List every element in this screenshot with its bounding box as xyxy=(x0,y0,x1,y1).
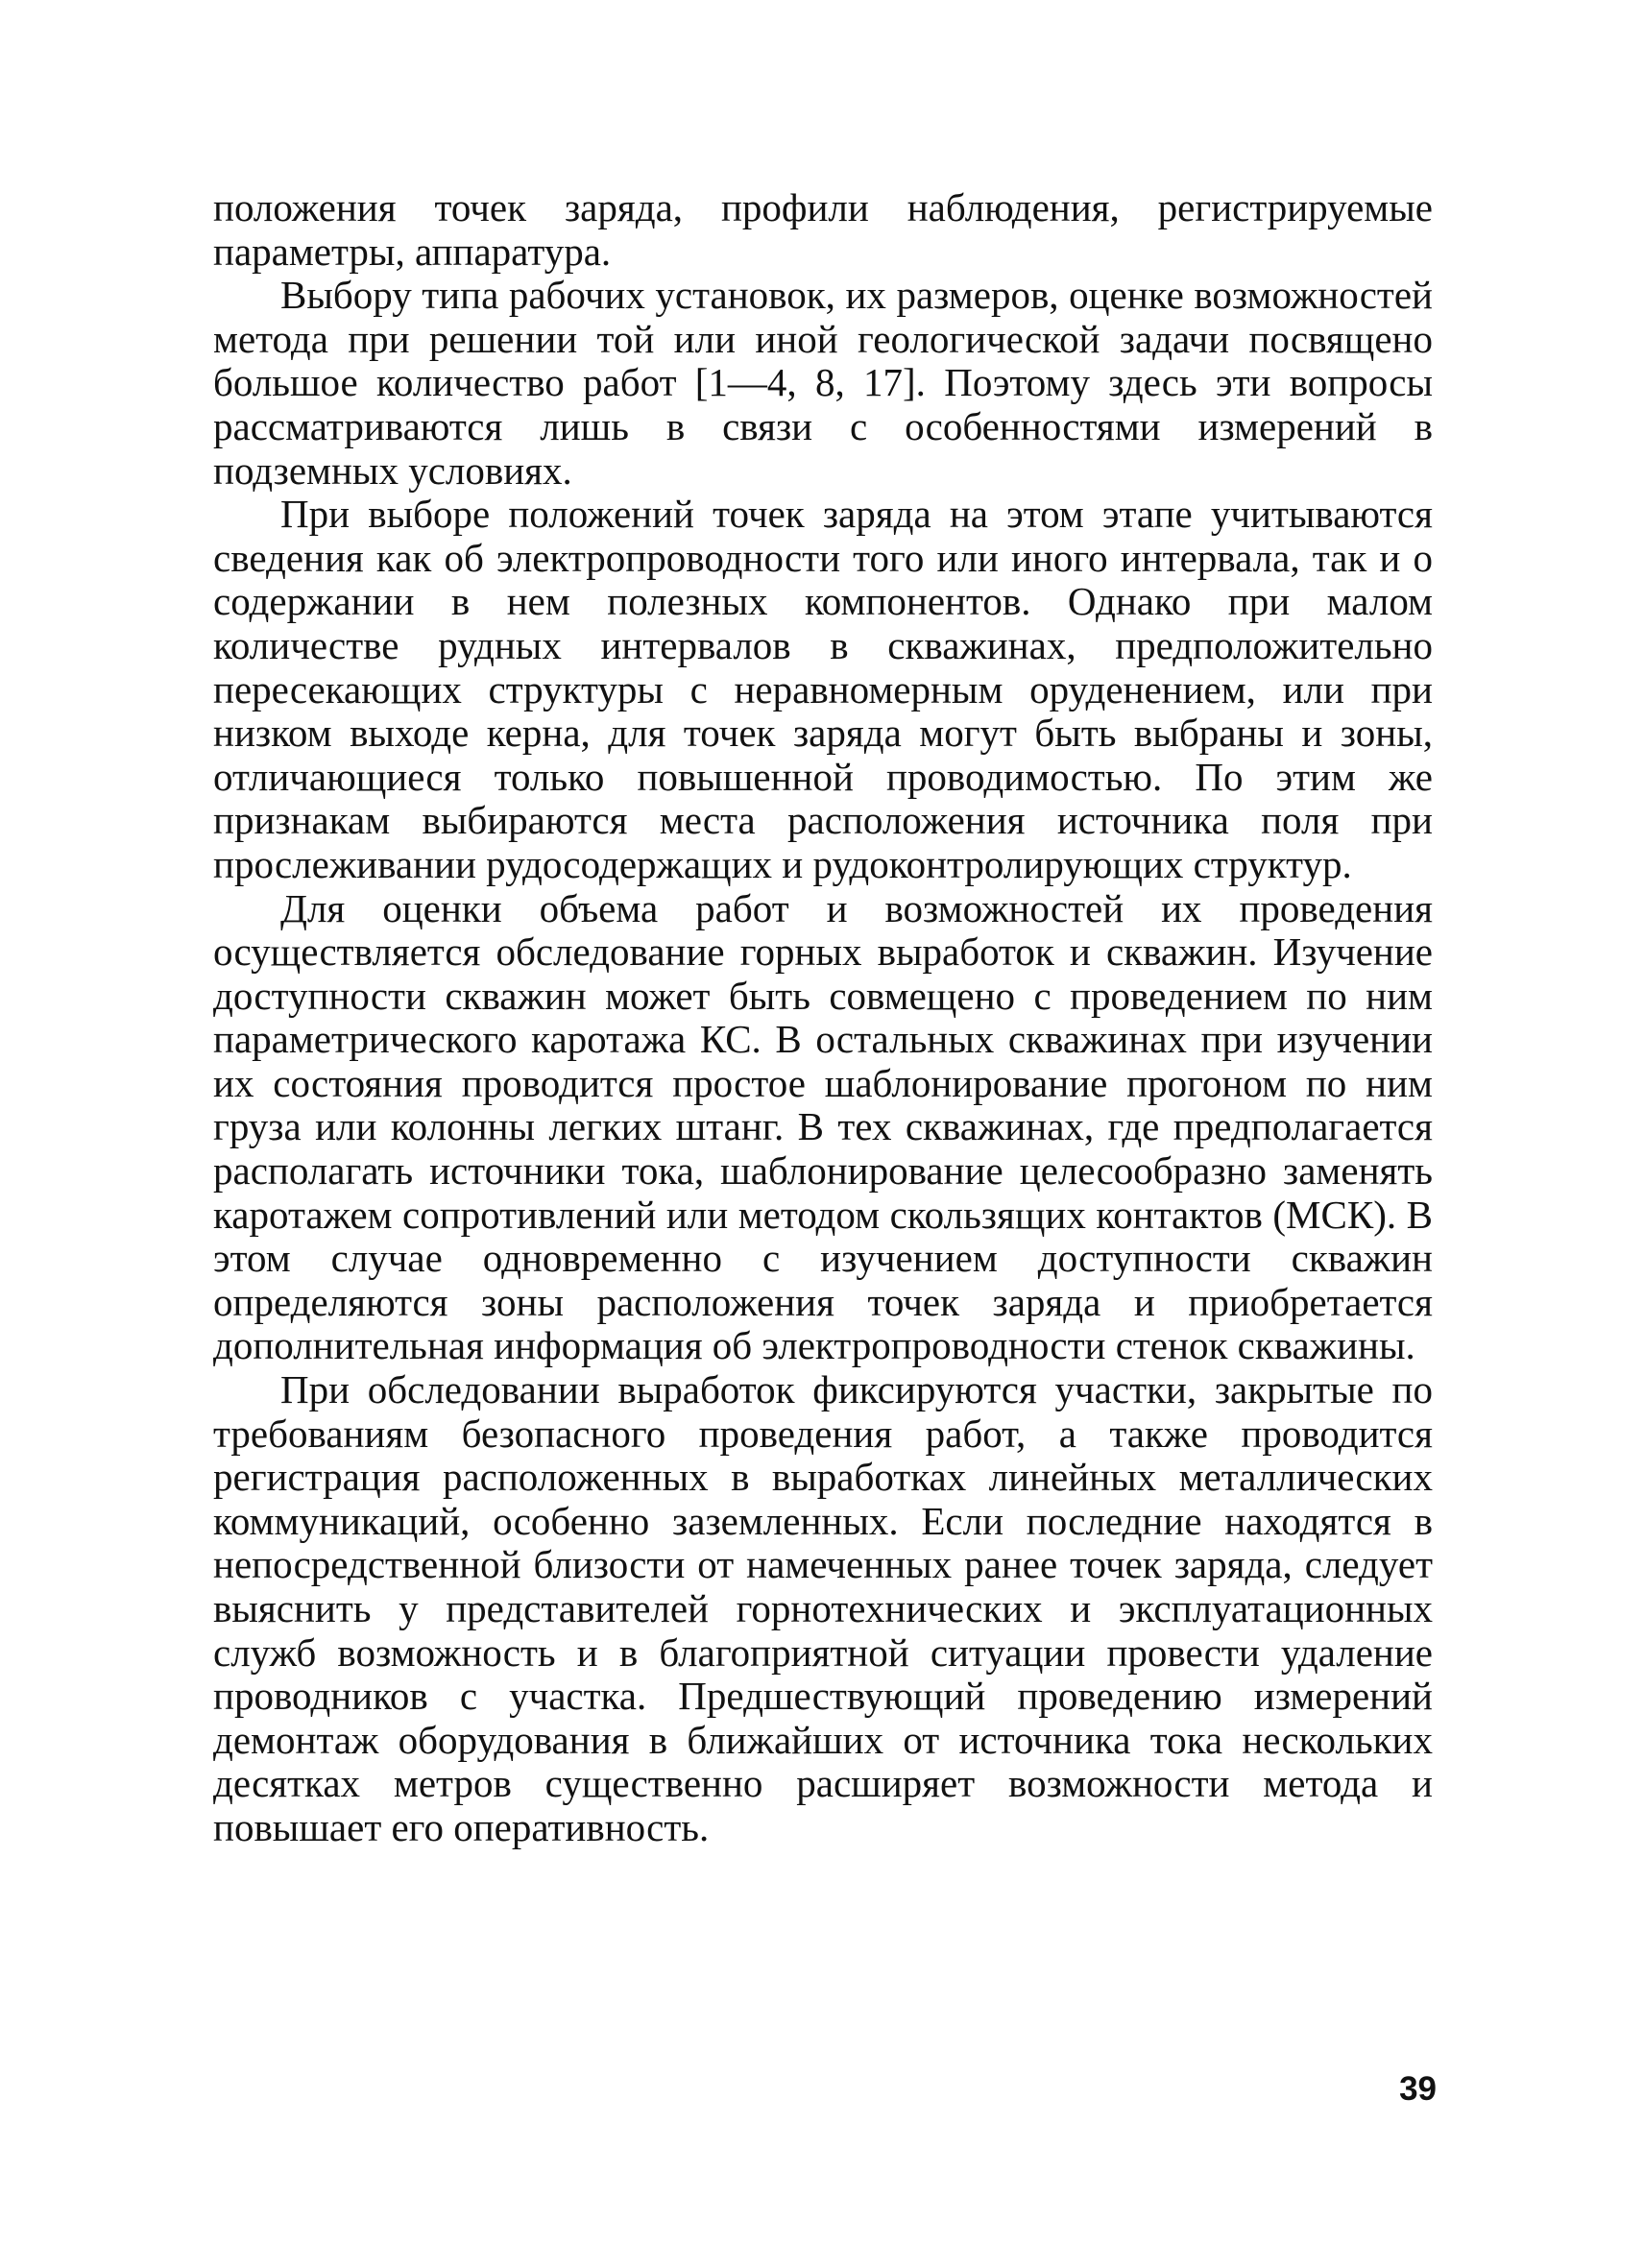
paragraph-4: Для оценки объема работ и возможностей их проведения осуществляется обследование горных выработок и скважин. Изучение доступности скважин может быть совмещено с проведением по ним параметрического каротажа КС. В остальных скважинах при изучении их состояния проводится простое шаблонирование прогоном по ним груза или колонны легких штанг. В тех скважинах, где предполагается располагать источники тока, шаблонирование целесообразно заменять каротажем сопротивлений или методом скользящих контактов (МСК). В этом случае одновременно с изучением доступности скважин определяются зоны расположения точек заряда и приобретается дополнительная информация об электропроводности стенок скважины. xyxy=(213,885,1433,1368)
paragraph-2: Выбору типа рабочих установок, их размеров, оценке возможностей метода при решении той или иной геологической задачи посвящено большое количество работ [1—4, 8, 17]. Поэтому здесь эти вопросы рассматриваются лишь в связи с особенностями измерений в подземных условиях. xyxy=(213,273,1433,493)
body-text xyxy=(213,186,1433,1850)
paragraph-3: При выборе положений точек заряда на этом этапе учитываются сведения как об электропроводности того или иного интервала, так и о содержании в нем полезных компонентов. Однако при малом количестве рудных интервалов в скважинах, предположительно пересекающих структуры с неравномерным оруденением, или при низком выходе керна, для точек заряда могут быть выбраны и зоны, отличающиеся только повышенной проводимостью. По этим же признакам выбираются места расположения источника поля при прослеживании рудосодержащих и рудоконтролирующих структур. xyxy=(213,492,1433,886)
paragraph-5: При обследовании выработок фиксируются участки, закрытые по требованиям безопасного проведения работ, а также проводится регистрация расположенных в выработках линейных металлических коммуникаций, особенно заземленных. Если последние находятся в непосредственной близости от намеченных ранее точек заряда, следует выяснить у представителей горнотехнических и эксплуатационных служб возможность и в благоприятной ситуации провести удаление проводников с участка. Предшествующий проведению измерений демонтаж оборудования в ближайших от источника тока нескольких десятках метров существенно расширяет возможности метода и повышает его оперативность. xyxy=(213,1367,1433,1849)
page-number: 39 xyxy=(1399,2070,1437,2108)
paragraph-1: положения точек заряда, профили наблюдения, регистрируемые параметры, аппаратура. xyxy=(213,185,1433,274)
